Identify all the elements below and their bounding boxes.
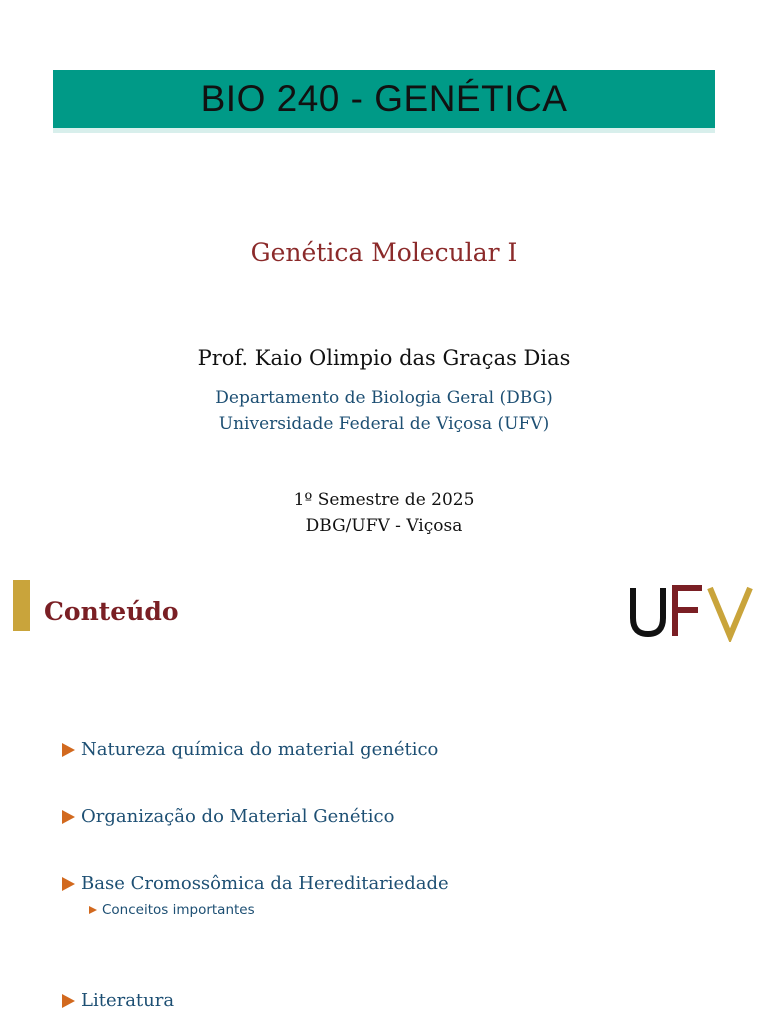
list-item-label: Literatura [81,990,175,1011]
sub-list-item [89,902,255,918]
department-name: Departamento de Biologia Geral (DBG) [215,388,553,408]
list-item [62,873,449,894]
university-name: Universidade Federal de Viçosa (UFV) [218,414,550,434]
location: DBG/UFV - Viçosa [305,516,463,536]
title-bar [53,70,715,128]
list-item-label: Base Cromossômica da Hereditariedade [81,873,449,894]
list-item [62,806,394,827]
lecture-subtitle: Genética Molecular I [250,238,518,267]
list-item [62,990,174,1011]
section-title: Conteúdo [44,597,179,626]
list-item [62,739,438,760]
triangle-bullet-icon [62,810,75,824]
triangle-bullet-icon [89,906,97,914]
sub-list-item-label: Conceitos importantes [102,902,255,918]
triangle-bullet-icon [62,994,75,1008]
course-title: BIO 240 - GENÉTICA [200,78,568,119]
triangle-bullet-icon [62,743,75,757]
section-accent-bar [13,580,30,631]
ufv-logo [628,582,754,642]
semester: 1º Semestre de 2025 [293,490,475,510]
list-item-label: Natureza química do material genético [81,739,439,760]
title-bar-shadow [53,128,715,133]
list-item-label: Organização do Material Genético [81,806,395,827]
author-name: Prof. Kaio Olimpio das Graças Dias [197,346,571,370]
triangle-bullet-icon [62,877,75,891]
